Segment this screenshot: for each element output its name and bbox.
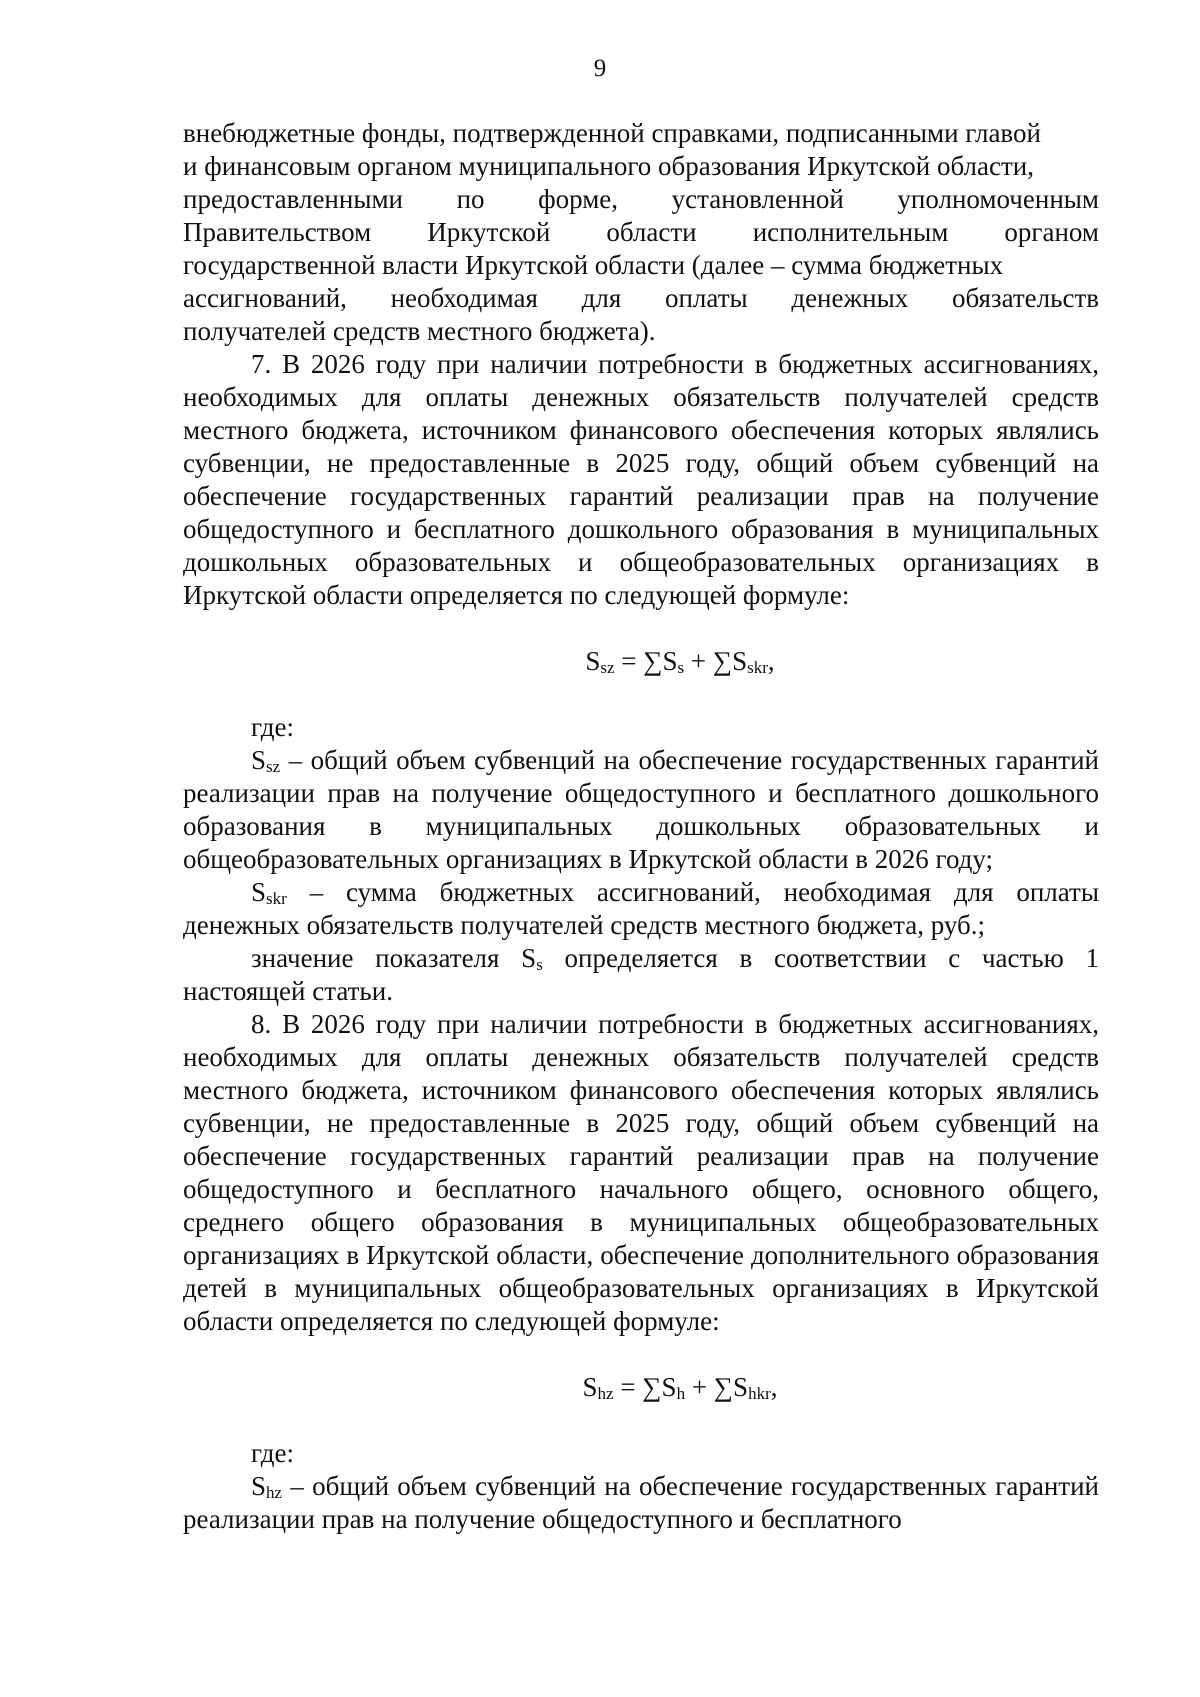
where-label: где:: [251, 712, 294, 742]
page-number: 9: [593, 55, 607, 82]
symbol-sub: hz: [266, 1483, 283, 1502]
formula-end: ,: [767, 646, 775, 676]
definition-text: – общий объем субвенций на обеспечение государственных гарантий реализации прав на получение общедоступного и бесплатного дошкольного образования в муниципальных дошкольных образовательных и общеобразовательных организациях в Иркутской области в 2026 году;: [183, 745, 1099, 874]
symbol: S: [251, 877, 267, 907]
symbol: S: [251, 1471, 267, 1501]
symbol-sub: sz: [266, 757, 281, 776]
clause-8-paragraph: 8. В 2026 году при наличии потребности в бюджетных ассигнованиях, необходимых для оплаты денежных обязательств получателей средств местного бюджета, источником финансового обеспечения которых являлись субвенции, не предоставленные в 2025 году, общий объем субвенций на обеспечение государственных гарантий реализации прав на получение общедоступного и бесплатного начального общего, основного общего, среднего общего образования в муниципальных общеобразовательных организациях в Иркутской области, обеспечение дополнительного образования детей в муниципальных общеобразовательных организациях в Иркутской области определяется по следующей формуле:: [183, 1009, 1099, 1336]
formula-eq: = ∑S: [614, 646, 678, 676]
symbol-sub: s: [536, 955, 543, 974]
intro-line: внебюджетные фонды, подтвержденной справками, подписанными главой: [183, 118, 1041, 148]
formula-term2-sub: hkr: [748, 1384, 771, 1403]
formula-term1-sub: s: [677, 658, 685, 677]
clause-7-paragraph: 7. В 2026 году при наличии потребности в бюджетных ассигнованиях, необходимых для оплаты денежных обязательств получателей средств местного бюджета, источником финансового обеспечения которых являлись субвенции, не предоставленные в 2025 году, общий объем субвенций на обеспечение государственных гарантий реализации прав на получение общедоступного и бесплатного дошкольного образования в муниципальных дошкольных образовательных и общеобразовательных организациях в Иркутской области определяется по следующей формуле:: [183, 349, 1099, 610]
definition-ss: [183, 942, 1099, 1008]
formula-end: ,: [770, 1372, 778, 1402]
formula-lhs: S: [582, 1372, 598, 1402]
definition-ssz: [183, 744, 1099, 876]
intro-line: государственной власти Иркутской области (далее – сумма бюджетных: [183, 250, 1004, 280]
document-body: [183, 117, 1099, 1536]
definition-text: – сумма бюджетных ассигнований, необходимая для оплаты денежных обязательств получателей средств местного бюджета, руб.;: [183, 877, 1099, 940]
intro-paragraph: [183, 117, 1099, 348]
definition-shz: [183, 1470, 1099, 1536]
symbol: S: [251, 745, 267, 775]
symbol-sub: skr: [266, 889, 287, 908]
definition-text: значение показателя S: [251, 943, 537, 973]
intro-line: предоставленными по форме, установленной уполномоченным: [183, 184, 1099, 214]
formula-eq: = ∑S: [613, 1372, 677, 1402]
formula-plus: + ∑S: [684, 646, 748, 676]
definition-text: определяется в соответствии с частью 1 настоящей статьи.: [183, 943, 1099, 1006]
formula-term2-sub: skr: [747, 658, 768, 677]
formula-shz: [183, 1371, 1099, 1404]
formula-ssz: [183, 645, 1099, 678]
formula-plus: + ∑S: [685, 1372, 749, 1402]
intro-line: получателей средств местного бюджета).: [183, 316, 656, 346]
where-label: где:: [251, 1438, 294, 1468]
definition-text: – общий объем субвенций на обеспечение государственных гарантий реализации прав на получение общедоступного и бесплатного: [183, 1471, 1099, 1534]
formula-lhs: S: [585, 646, 601, 676]
intro-line: и финансовым органом муниципального образования Иркутской области,: [183, 151, 1034, 181]
intro-line: Правительством Иркутской области исполнительным органом: [183, 217, 1099, 247]
definition-sskr: [183, 876, 1099, 942]
intro-line: ассигнований, необходимая для оплаты денежных обязательств: [183, 283, 1099, 313]
formula-lhs-sub: hz: [597, 1384, 614, 1403]
formula-lhs-sub: sz: [600, 658, 615, 677]
formula-term1-sub: h: [676, 1384, 686, 1403]
